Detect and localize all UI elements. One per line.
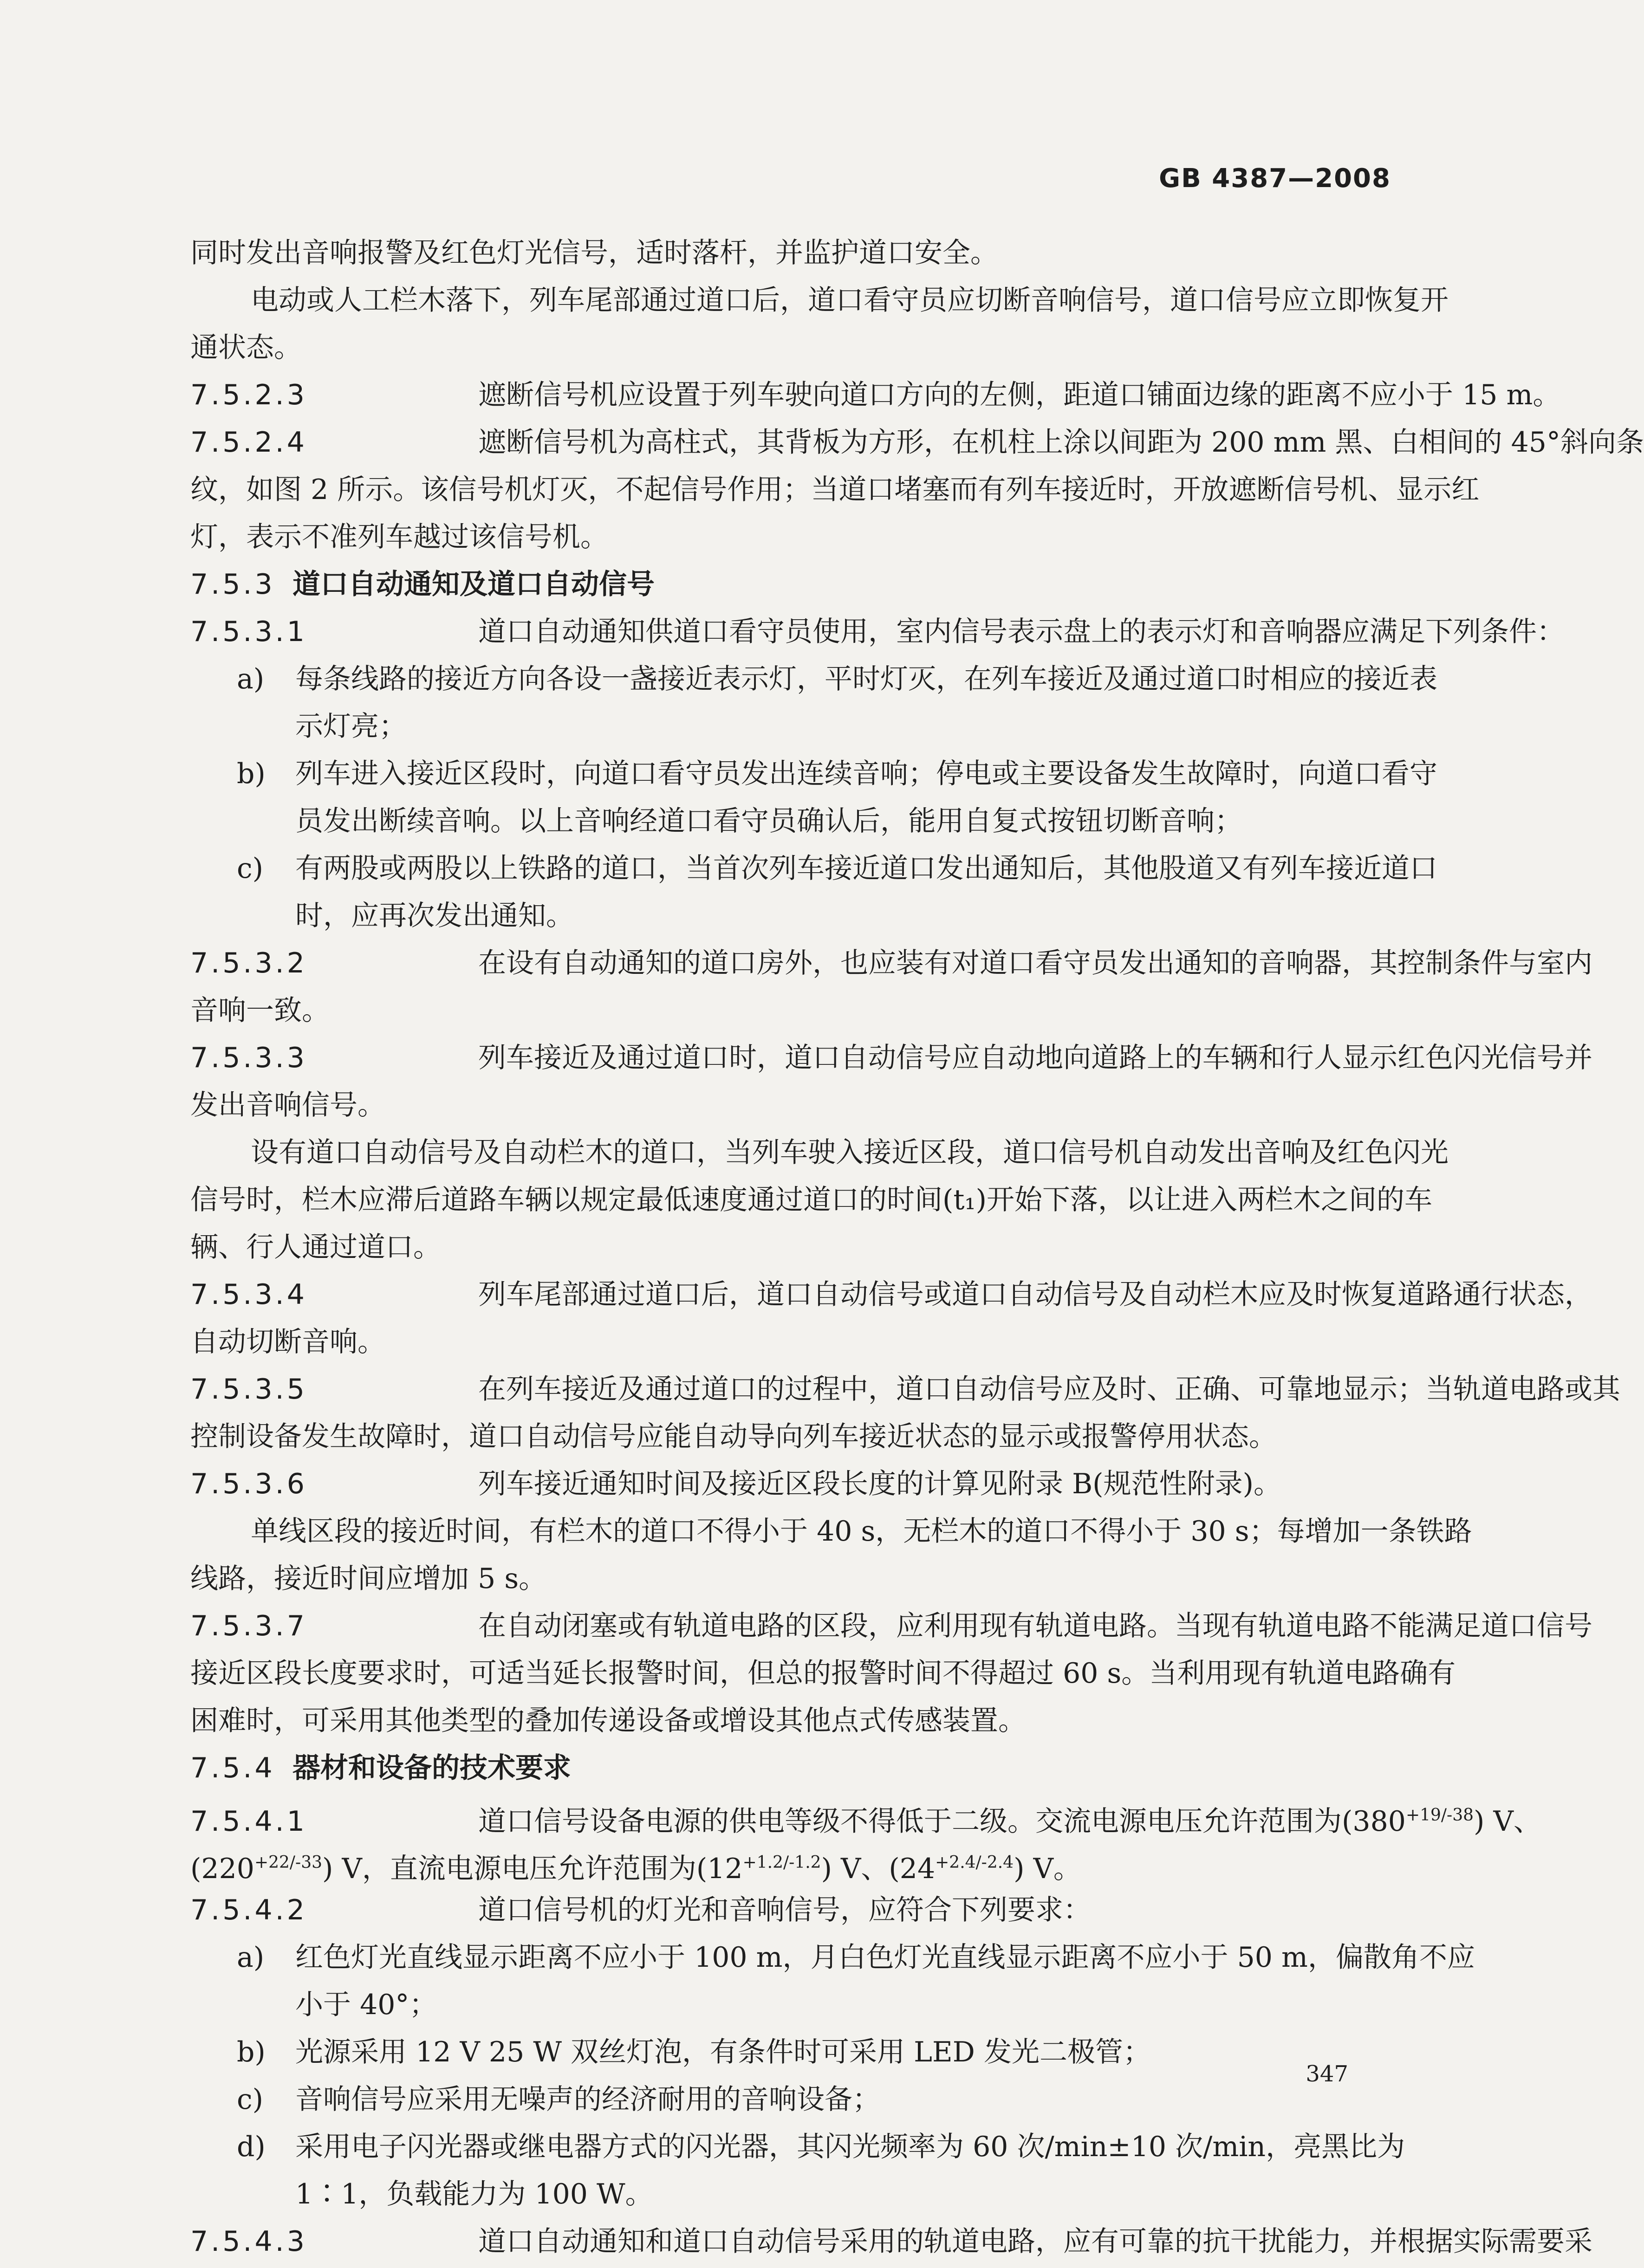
text-line <box>190 1416 1416 1463</box>
item-text: 音响信号应采用无噪声的经济耐用的音响设备； <box>295 2083 880 2116</box>
text-line <box>190 469 1480 516</box>
clause-text: 列车接近通知时间及接近区段长度的计算见附录 B(规范性附录)。 <box>478 1468 1281 1500</box>
line-text: 自动切断音响。 <box>190 1326 385 1358</box>
clause-7-5-4-2 <box>190 1889 1416 1937</box>
clause-7-5-3-3 <box>190 1037 1592 1084</box>
clause-text: 道口自动通知供道口看守员使用，室内信号表示盘上的表示灯和音响器应满足下列条件： <box>478 616 1565 648</box>
text-line <box>190 1558 1416 1605</box>
clause-7-5-3-2 <box>190 942 1592 990</box>
line-text: 信号时，栏木应滞后道路车辆以规定最低速度通过道口的时间(t₁)开始下落，以让进入两栏木之间的车 <box>190 1184 1432 1216</box>
clause-number: 7.5.4.2 <box>190 1894 307 1926</box>
text-line <box>190 232 1416 279</box>
line-text: 控制设备发生故障时，道口自动信号应能自动导向列车接近状态的显示或报警停用状态。 <box>190 1420 1277 1453</box>
clause-number: 7.5.4.3 <box>190 2225 307 2258</box>
list-item-a <box>190 658 1437 706</box>
line-text: ) V，直流电源电压允许范围为(12 <box>322 1853 743 1885</box>
item-label: d) <box>237 2131 266 2163</box>
text-line <box>190 327 1416 374</box>
voltage-tolerance: +2.4/-2.4 <box>935 1853 1014 1872</box>
clause-text: 列车接近及通过道口时，道口自动信号应自动地向道路上的车辆和行人显示红色闪光信号并 <box>478 1042 1592 1074</box>
clause-7-5-2-4 <box>190 421 1644 469</box>
clause-number: 7.5.3.4 <box>190 1278 307 1311</box>
section-number: 7.5.4 <box>190 1752 275 1784</box>
list-item-b <box>190 2031 1416 2079</box>
line-text: ) V、(24 <box>821 1853 936 1885</box>
section-title: 器材和设备的技术要求 <box>292 1752 571 1784</box>
list-item-c <box>190 2079 1416 2126</box>
text-line <box>190 1700 1416 1747</box>
line-text: 线路，接近时间应增加 5 s。 <box>190 1562 547 1595</box>
section-number: 7.5.3 <box>190 568 275 601</box>
item-label: b) <box>237 758 266 790</box>
text-line <box>190 1321 1416 1368</box>
text-line <box>190 2173 1416 2221</box>
clause-text: 在列车接近及通过道口的过程中，道口自动信号应及时、正确、可靠地显示；当轨道电路或其 <box>478 1373 1620 1406</box>
text-line <box>190 1179 1432 1226</box>
line-text: 1∶1，负载能力为 100 W。 <box>295 2178 653 2210</box>
line-text: 接近区段长度要求时，可适当延长报警时间，但总的报警时间不得超过 60 s。当利用现有轨道电路确有 <box>190 1657 1456 1690</box>
line-text: 困难时，可采用其他类型的叠加传递设备或增设其他点式传感装置。 <box>190 1704 1026 1737</box>
body-text <box>190 232 1644 2268</box>
text-line <box>190 1226 1416 1274</box>
clause-number: 7.5.3.5 <box>190 1373 307 1406</box>
section-heading-7-5-4 <box>190 1747 1416 1795</box>
text-line <box>190 1652 1456 1700</box>
item-text: 光源采用 12 V 25 W 双丝灯泡，有条件时可采用 LED 发光二极管； <box>295 2036 1151 2068</box>
line-text: 通状态。 <box>190 331 302 364</box>
clause-number: 7.5.3.3 <box>190 1042 307 1074</box>
clause-text: 道口自动通知和道口自动信号采用的轨道电路，应有可靠的抗干扰能力，并根据实际需要采 <box>478 2225 1592 2258</box>
line-text: 单线区段的接近时间，有栏木的道口不得小于 40 s，无栏木的道口不得小于 30 s；每增加一条铁路 <box>251 1515 1472 1548</box>
line-text: ) V。 <box>1014 1853 1081 1885</box>
clause-number: 7.5.3.2 <box>190 947 307 979</box>
clause-7-5-3-1 <box>190 611 1565 658</box>
clause-text: 在自动闭塞或有轨道电路的区段，应利用现有轨道电路。当现有轨道电路不能满足道口信号 <box>478 1610 1592 1642</box>
text-line <box>190 895 1416 942</box>
list-item-d <box>190 2126 1416 2173</box>
clause-number: 7.5.3.6 <box>190 1468 307 1500</box>
item-label: b) <box>237 2036 266 2068</box>
line-text: 时，应再次发出通知。 <box>295 900 574 932</box>
line-text: 小于 40°； <box>295 1989 437 2021</box>
text-line <box>190 800 1416 848</box>
item-text: 采用电子闪光器或继电器方式的闪光器，其闪光频率为 60 次/min±10 次/min，亮黑比为 <box>295 2131 1405 2163</box>
text-line <box>190 1132 1449 1179</box>
clause-text: 在设有自动通知的道口房外，也应装有对道口看守员发出通知的音响器，其控制条件与室内 <box>478 947 1592 979</box>
text-line <box>190 516 1416 564</box>
line-text: 同时发出音响报警及红色灯光信号，适时落杆，并监护道口安全。 <box>190 237 998 269</box>
item-label: c) <box>237 2083 264 2116</box>
line-text: 员发出断续音响。以上音响经道口看守员确认后，能用自复式按钮切断音响； <box>295 805 1242 837</box>
voltage-tolerance: +19/-38 <box>1405 1806 1474 1825</box>
section-title: 道口自动通知及道口自动信号 <box>292 568 655 601</box>
line-text: 发出音响信号。 <box>190 1089 385 1121</box>
text-line <box>190 990 1416 1037</box>
clause-7-5-2-3 <box>190 374 1561 421</box>
clause-text: ) V、 <box>1474 1805 1541 1838</box>
clause-text: 遮断信号机为高柱式，其背板为方形，在机柱上涂以间距为 200 mm 黑、白相间的 45°斜向条 <box>478 426 1644 459</box>
clause-7-5-4-3 <box>190 2221 1592 2268</box>
line-text: 电动或人工栏木落下，列车尾部通过道口后，道口看守员应切断音响信号，道口信号应立即恢复开 <box>251 284 1449 317</box>
line-text: 辆、行人通过道口。 <box>190 1231 441 1264</box>
text-line <box>190 1984 1416 2031</box>
text-line <box>190 1510 1472 1558</box>
line-text: 示灯亮； <box>295 710 407 743</box>
text-line <box>190 1084 1416 1132</box>
clause-number: 7.5.2.3 <box>190 379 307 411</box>
line-text: 设有道口自动信号及自动栏木的道口，当列车驶入接近区段，道口信号机自动发出音响及红色闪光 <box>251 1136 1449 1169</box>
clause-7-5-3-6 <box>190 1463 1416 1510</box>
clause-text: 列车尾部通过道口后，道口自动信号或道口自动信号及自动栏木应及时恢复道路通行状态， <box>478 1278 1592 1311</box>
list-item-c <box>190 848 1437 895</box>
clause-7-5-3-5 <box>190 1368 1620 1416</box>
voltage-tolerance: +22/-33 <box>254 1853 323 1872</box>
text-line <box>190 706 1416 753</box>
clause-number: 7.5.4.1 <box>190 1805 307 1838</box>
list-item-b <box>190 753 1437 800</box>
text-line <box>190 279 1449 327</box>
line-text: (220 <box>190 1853 254 1885</box>
clause-number: 7.5.3.7 <box>190 1610 307 1642</box>
clause-text: 道口信号机的灯光和音响信号，应符合下列要求： <box>478 1894 1091 1926</box>
clause-text: 道口信号设备电源的供电等级不得低于二级。交流电源电压允许范围为(380 <box>478 1805 1406 1838</box>
item-text: 红色灯光直线显示距离不应小于 100 m，月白色灯光直线显示距离不应小于 50 m，偏散角不应 <box>295 1941 1475 1974</box>
clause-7-5-3-4 <box>190 1274 1592 1321</box>
item-label: a) <box>237 1941 265 1974</box>
text-line <box>190 1842 1416 1889</box>
list-item-a <box>190 1937 1475 1984</box>
item-text: 有两股或两股以上铁路的道口，当首次列车接近道口发出通知后，其他股道又有列车接近道口 <box>295 852 1437 885</box>
voltage-tolerance: +1.2/-1.2 <box>742 1853 821 1872</box>
line-text: 纹，如图 2 所示。该信号机灯灭，不起信号作用；当道口堵塞而有列车接近时，开放遮断信号机、显示红 <box>190 473 1480 506</box>
item-label: a) <box>237 663 265 695</box>
clause-number: 7.5.2.4 <box>190 426 307 459</box>
item-label: c) <box>237 852 264 885</box>
item-text: 列车进入接近区段时，向道口看守员发出连续音响；停电或主要设备发生故障时，向道口看守 <box>295 758 1437 790</box>
clause-7-5-3-7 <box>190 1605 1592 1652</box>
line-text: 灯，表示不准列车越过该信号机。 <box>190 521 608 553</box>
clause-text: 遮断信号机应设置于列车驶向道口方向的左侧，距道口铺面边缘的距离不应小于 15 m。 <box>478 379 1561 411</box>
clause-number: 7.5.3.1 <box>190 616 307 648</box>
section-heading-7-5-3 <box>190 564 1416 611</box>
line-text: 音响一致。 <box>190 994 330 1027</box>
clause-7-5-4-1 <box>190 1795 1541 1842</box>
page-number: 347 <box>1306 2061 1348 2087</box>
item-text: 每条线路的接近方向各设一盏接近表示灯，平时灯灭，在列车接近及通过道口时相应的接近表 <box>295 663 1437 695</box>
standard-code: GB 4387—2008 <box>1159 163 1391 194</box>
